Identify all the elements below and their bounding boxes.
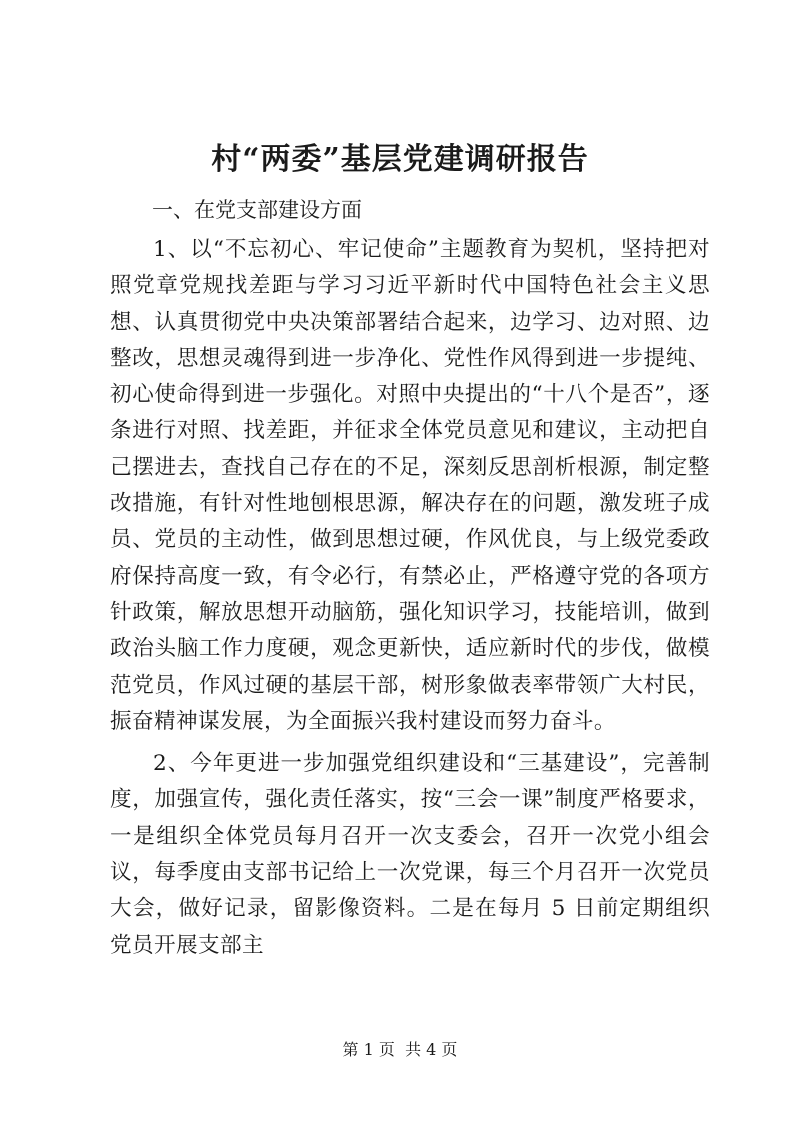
page-number-label: 第 1 页 共 4 页 <box>342 1040 458 1059</box>
section-heading: 一、在党支部建设方面 <box>152 198 362 222</box>
document-body <box>110 192 710 964</box>
paragraph-1: 1、以“不忘初心、牢记使命”主题教育为契机，坚持把对照党章党规找差距与学习习近平新时代中国特色社会主义思想、认真贯彻党中央决策部署结合起来，边学习、边对照、边整改，思想灵魂得到进一步净化、党性作风得到进一步提纯、初心使命得到进一步强化。对照中央提出的“十八个是否”，逐条进行对照、找差距，并征求全体党员意见和建议，主动把自己摆进去，查找自己存在的不足，深刻反思剖析根源，制定整改措施，有针对性地刨根思源，解决存在的问题，激发班子成员、党员的主动性，做到思想过硬，作风优良，与上级党委政府保持高度一致，有令必行，有禁必止，严格遵守党的各项方针政策，解放思想开动脑筋，强化知识学习，技能培训，做到政治头脑工作力度硬，观念更新快，适应新时代的步伐，做模范党员，作风过硬的基层干部，树形象做表率带领广大村民，振奋精神谋发展，为全面振兴我村建设而努力奋斗。 <box>110 237 710 734</box>
page-footer <box>0 1040 800 1060</box>
paragraph-2: 2、今年更进一步加强党组织建设和“三基建设”，完善制度，加强宣传，强化责任落实，按“三会一课”制度严格要求，一是组织全体党员每月召开一次支委会，召开一次党小组会议，每季度由支部书记给上一次党课，每三个月召开一次党员大会，做好记录，留影像资料。二是在每月 5 日前定期组织党员开展支部主 <box>110 751 710 958</box>
document-title: 村“两委”基层党建调研报告 <box>211 142 589 177</box>
